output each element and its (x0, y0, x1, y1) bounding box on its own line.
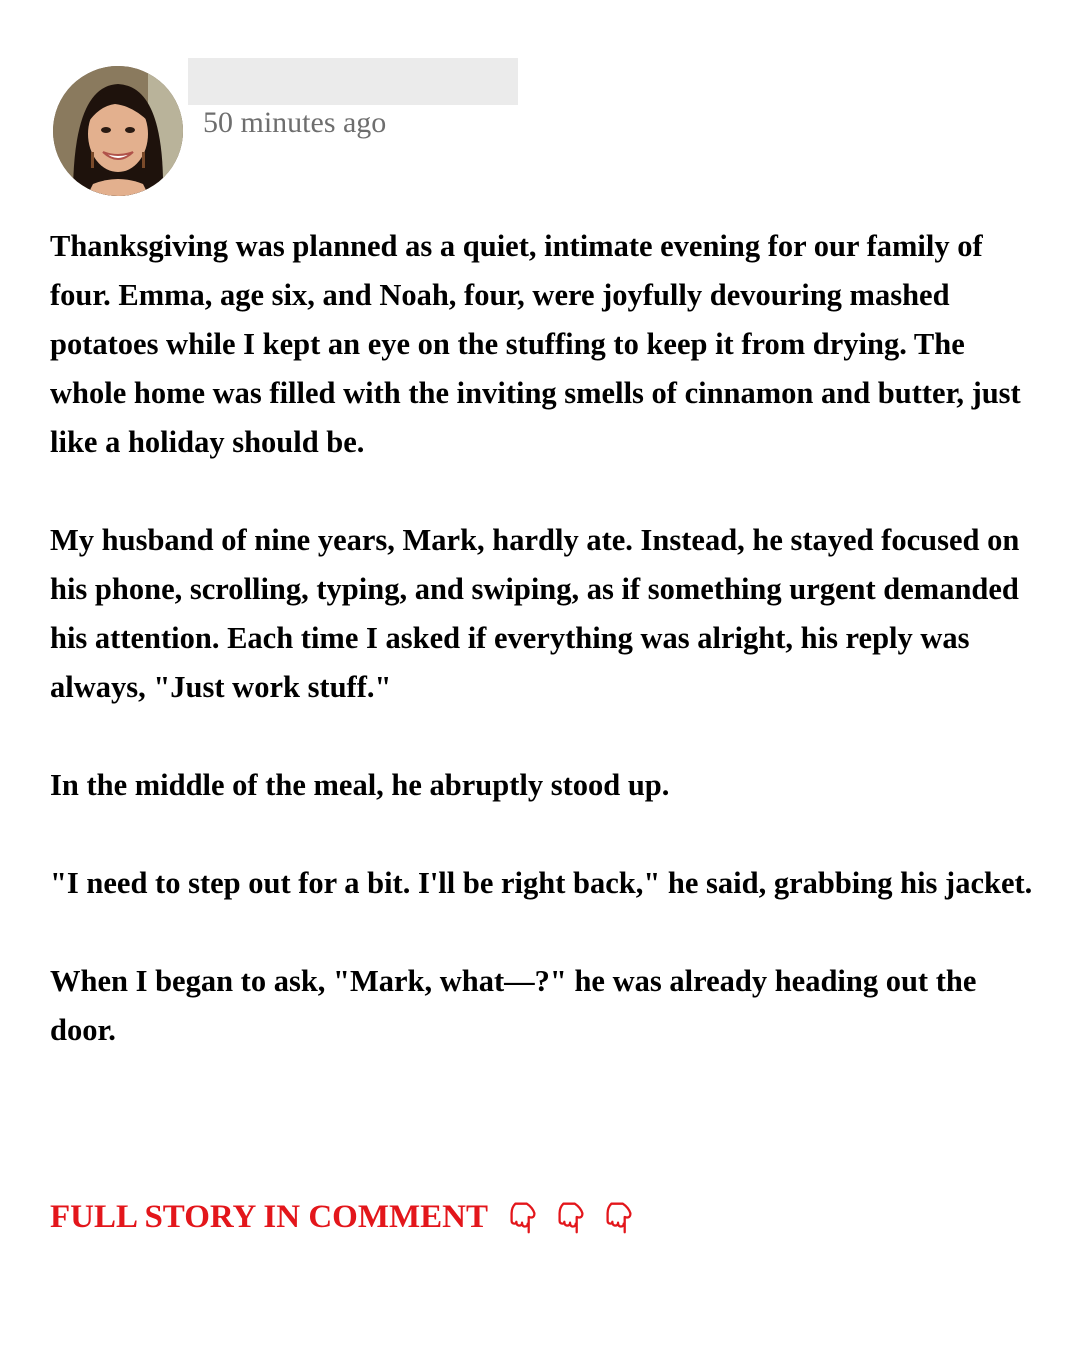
avatar[interactable] (53, 66, 183, 196)
pointing-down-hand-icon (600, 1198, 638, 1236)
pointing-down-hand-icon (504, 1198, 542, 1236)
full-story-callout[interactable] (50, 1198, 638, 1236)
post-timestamp: 50 minutes ago (203, 106, 387, 139)
story-paragraph: In the middle of the meal, he abruptly stood up. (50, 768, 670, 802)
cta-icons (504, 1198, 638, 1236)
avatar-photo (53, 66, 183, 196)
story-body (50, 222, 1040, 1104)
story-paragraph: "I need to step out for a bit. I'll be right back," he said, grabbing his jacket. (50, 866, 1033, 900)
story-paragraph: My husband of nine years, Mark, hardly ate. Instead, he stayed focused on his phone, scrolling, typing, and swiping, as if something urgent demanded his attention. Each time I asked if everything was alright, his reply was always, "Just work stuff." (50, 523, 1020, 704)
pointing-down-hand-icon (552, 1198, 590, 1236)
author-name-redacted (188, 58, 518, 105)
cta-label: FULL STORY IN COMMENT (50, 1198, 488, 1235)
story-paragraph: When I began to ask, "Mark, what—?" he was already heading out the door. (50, 964, 977, 1047)
post-header (53, 58, 1033, 198)
story-paragraph: Thanksgiving was planned as a quiet, intimate evening for our family of four. Emma, age six, and Noah, four, were joyfully devouring mashed potatoes while I kept an eye on the stuffing to keep it from drying. The whole home was filled with the inviting smells of cinnamon and butter, just like a holiday should be. (50, 229, 1021, 459)
